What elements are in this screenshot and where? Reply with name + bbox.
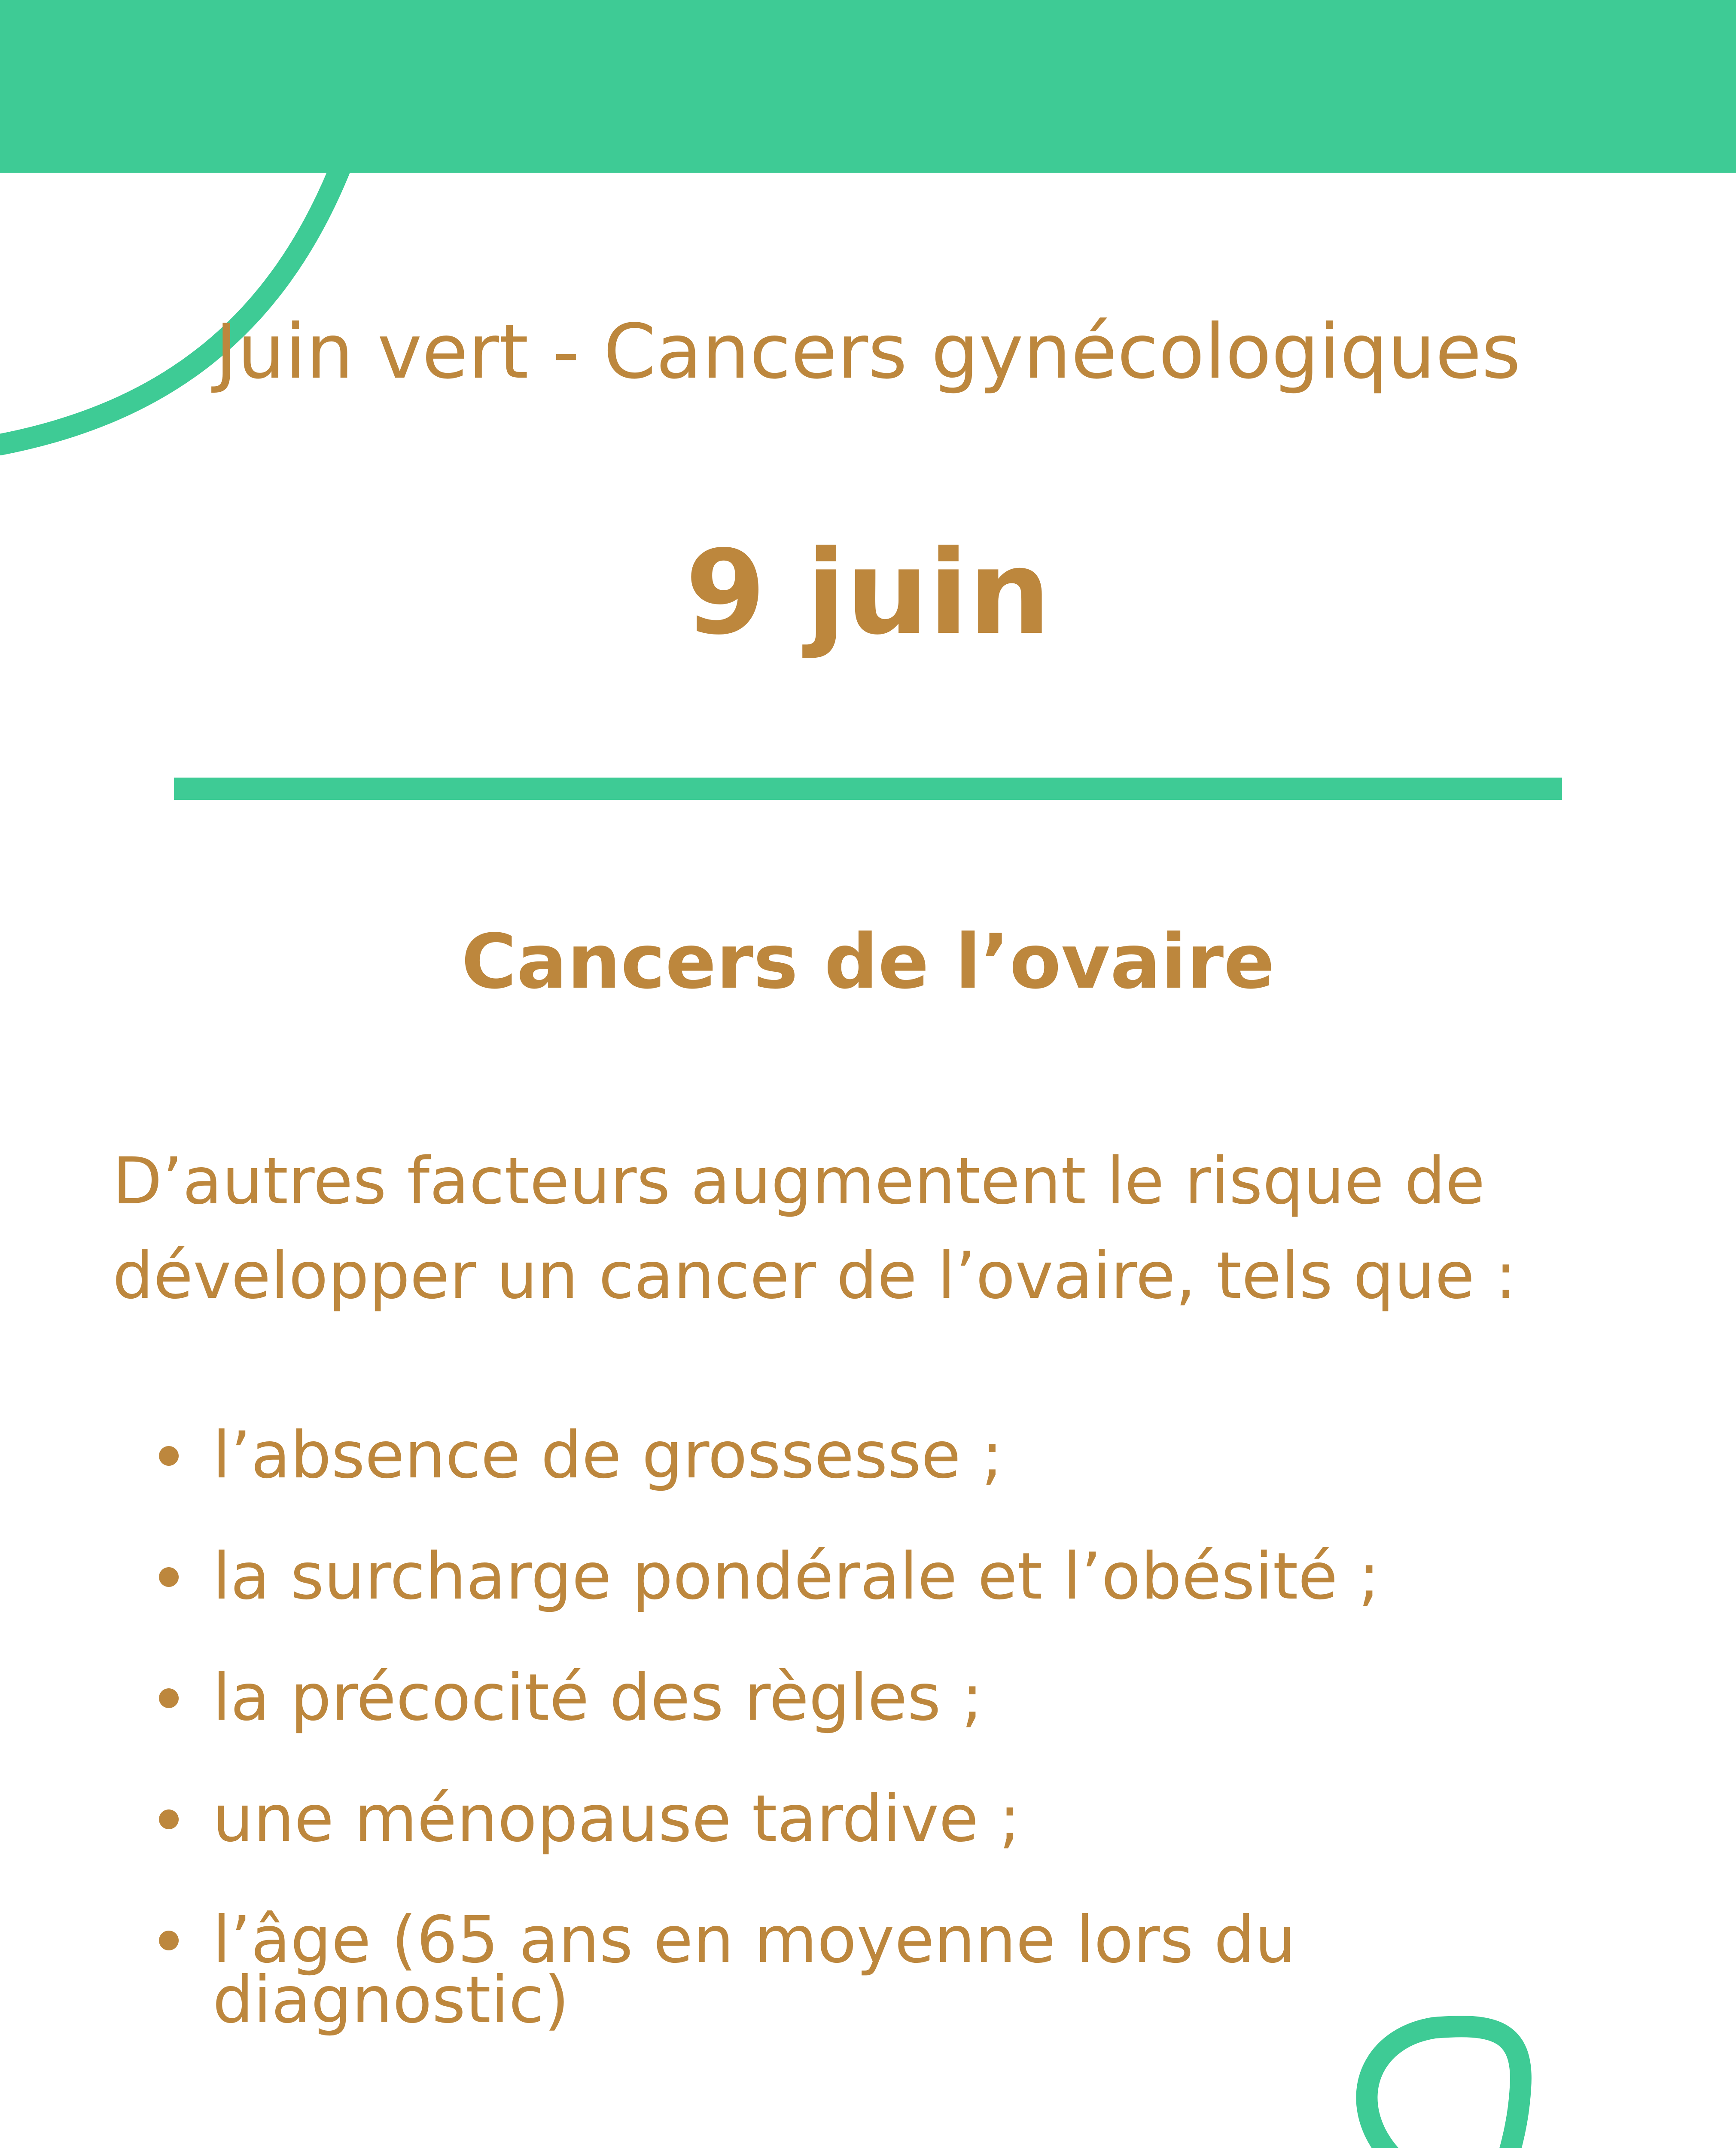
bullet-icon bbox=[159, 1567, 179, 1587]
date-title: 9 juin bbox=[685, 525, 1051, 660]
list-item-text: la précocité des règles ; bbox=[213, 1660, 983, 1735]
list-item-text-continued: diagnostic) bbox=[213, 1963, 570, 2038]
list-item-text: la surcharge pondérale et l’obésité ; bbox=[213, 1539, 1380, 1614]
list-item bbox=[159, 1660, 1576, 1735]
list-item bbox=[159, 1782, 1576, 1856]
intro-line: développer un cancer de l’ovaire, tels que : bbox=[113, 1239, 1517, 1313]
list-item bbox=[159, 1418, 1576, 1493]
bullet-icon bbox=[159, 1809, 179, 1829]
series-title: Juin vert - Cancers gynécologiques bbox=[215, 308, 1521, 396]
list-item bbox=[159, 1539, 1576, 1614]
list-item-text: l’âge (65 ans en moyenne lors du bbox=[213, 1903, 1296, 1977]
section-divider bbox=[174, 778, 1562, 800]
intro-line: D’autres facteurs augmentent le risque de bbox=[113, 1144, 1485, 1219]
section-subtitle: Cancers de l’ovaire bbox=[461, 918, 1275, 1006]
bullet-icon bbox=[159, 1931, 179, 1950]
bullet-icon bbox=[159, 1446, 179, 1466]
bullet-icon bbox=[159, 1688, 179, 1708]
list-item-text: une ménopause tardive ; bbox=[213, 1782, 1021, 1856]
list-item-text: l’absence de grossesse ; bbox=[213, 1418, 1003, 1493]
risk-factor-list bbox=[159, 1418, 1576, 2038]
intro-paragraph bbox=[113, 1134, 1659, 1323]
list-item bbox=[159, 1903, 1576, 2038]
